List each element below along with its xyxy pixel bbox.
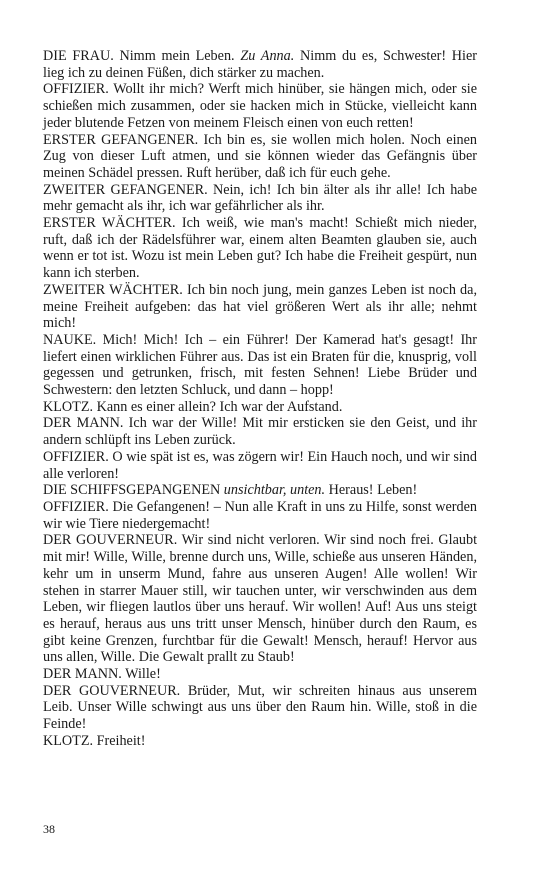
dialogue-paragraph: [43, 282, 477, 332]
dialogue-text: Nein, ich! Ich bin älter als ihr alle! Ich habe mehr gemacht als ihr, ich war gefährlicher als ihr.: [43, 181, 477, 215]
dialogue-text: Nimm mein Leben.: [113, 48, 241, 64]
speaker-name: DER MANN.: [43, 666, 122, 683]
dialogue-text: Wir sind nicht verloren. Wir sind noch frei. Glaubt mit mir! Wille, Wille, brenne durch uns, Wille, schieße aus unseren Händen, kehr um in unserm Mund, fahre aus unseren Augen! Alle wollen! Wir stehen in starrer Mauer still, wir tauchen unter, wir verschwinden aus dem Leben, wir fliegen lautlos über uns herauf. Wir wollen! Auf! Aus uns steigt es herauf, heraus aus uns tritt unser Mensch, hinüber durch den Raum, es gibt keine Grenzen, furchtbar für die Gewalt! Mensch, herauf! Hervor aus uns allen, Wille. Die Gewalt prallt zu Staub!: [43, 532, 478, 666]
page-number: 38: [43, 822, 55, 836]
dialogue-paragraph: [43, 132, 477, 182]
dialogue-paragraph: [43, 666, 477, 683]
speaker-name: OFFIZIER.: [43, 448, 109, 465]
dialogue-paragraph: [43, 48, 477, 81]
dialogue-paragraph: [43, 215, 477, 282]
speaker-name: OFFIZIER.: [43, 81, 109, 98]
speaker-name: ERSTER WÄCHTER.: [43, 215, 176, 232]
dialogue-text: Freiheit!: [93, 732, 146, 749]
dialogue-paragraph: [43, 532, 477, 666]
dialogue-paragraph: [43, 81, 477, 131]
speaker-name: NAUKE.: [43, 331, 97, 348]
dialogue-text: Ich bin noch jung, mein ganzes Leben ist noch da, meine Freiheit aufgeben: das hat viel größeren Wert als ihr alle; nehmt mich!: [43, 281, 477, 332]
dialogue-text: Ich weiß, wie man's macht! Schießt mich nieder, ruft, daß ich der Rädelsführer war, einem alten Beamten glauben sie, auch wenn er tot ist. Wozu ist mein Leben gut? Ich habe die Freiheit gespürt, nun kann ich sterben.: [43, 215, 478, 282]
play-text-page: [43, 48, 477, 750]
dialogue-text: Heraus! Leben!: [325, 482, 418, 499]
speaker-name: OFFIZIER.: [43, 498, 109, 515]
speaker-name: ERSTER GEFANGENER.: [43, 131, 199, 148]
dialogue-paragraph: [43, 415, 477, 448]
dialogue-text: Ich war der Wille! Mit mir ersticken sie den Geist, und ihr andern schlüpft ins Leben zurück.: [43, 415, 477, 449]
speaker-name: ZWEITER GEFANGENER.: [43, 181, 208, 198]
dialogue-text: Brüder, Mut, wir schreiten hinaus aus unserem Leib. Unser Wille schwingt aus uns über den Raum hin. Wille, stoß in die Feinde!: [43, 682, 477, 733]
dialogue-text: Wollt ihr mich? Werft mich hinüber, sie hängen mich, oder sie schießen mich zusammen, oder sie hacken mich in Stücke, vielleicht kann jeder blutende Fetzen von meinem Fleisch einen von euch retten!: [43, 81, 477, 131]
dialogue-paragraph: [43, 399, 477, 416]
speaker-name: KLOTZ.: [43, 732, 94, 749]
stage-direction: Zu Anna.: [240, 48, 295, 64]
speaker-name: DER MANN.: [43, 415, 124, 432]
dialogue-paragraph: [43, 733, 477, 750]
speaker-name: DIE FRAU.: [43, 48, 114, 64]
dialogue-text: Nimm du es, Schwester! Hier lieg ich zu deinen Füßen, dich stärker zu machen.: [43, 48, 478, 81]
stage-direction: unsichtbar, unten.: [223, 482, 326, 499]
dialogue-text: Mich! Mich! Ich – ein Führer! Der Kamerad hat's gesagt! Ihr liefert einen wirklichen Führer aus. Das ist ein Braten für die, knusprig, voll gegessen und getrunken, frisch, mit festen Sehnen! Liebe Brüder und Schwestern: den letzten Schluck, und dann – hopp!: [43, 331, 477, 399]
dialogue-paragraph: [43, 332, 477, 399]
speaker-name: DER GOUVERNEUR.: [43, 532, 178, 549]
dialogue-text: O wie spät ist es, was zögern wir! Ein Hauch noch, und wir sind alle verloren!: [43, 448, 477, 482]
dialogue-text: Kann es einer allein? Ich war der Aufstand.: [93, 398, 343, 415]
dialogue-paragraph: [43, 449, 477, 482]
dialogue-text: Ich bin es, sie wollen mich holen. Noch einen Zug von dieser Luft atmen, und sie können wieder das Gefängnis über meinen Schädel pressen. Ruft herüber, daß ich für euch gehe.: [43, 131, 478, 181]
dialogue-paragraph: [43, 499, 477, 532]
dialogue-text: Die Gefangenen! – Nun alle Kraft in uns zu Hilfe, sonst werden wir wie Tiere niedergemacht!: [43, 498, 477, 532]
dialogue-paragraph: [43, 482, 477, 499]
dialogue-paragraph: [43, 683, 477, 733]
speaker-name: DER GOUVERNEUR.: [43, 682, 181, 699]
dialogue-text: Wille!: [121, 666, 161, 683]
speaker-name: ZWEITER WÄCHTER.: [43, 281, 183, 298]
dialogue-paragraph: [43, 182, 477, 215]
speaker-name: DIE SCHIFFSGEPANGENEN: [43, 482, 221, 499]
speaker-name: KLOTZ.: [43, 398, 94, 415]
